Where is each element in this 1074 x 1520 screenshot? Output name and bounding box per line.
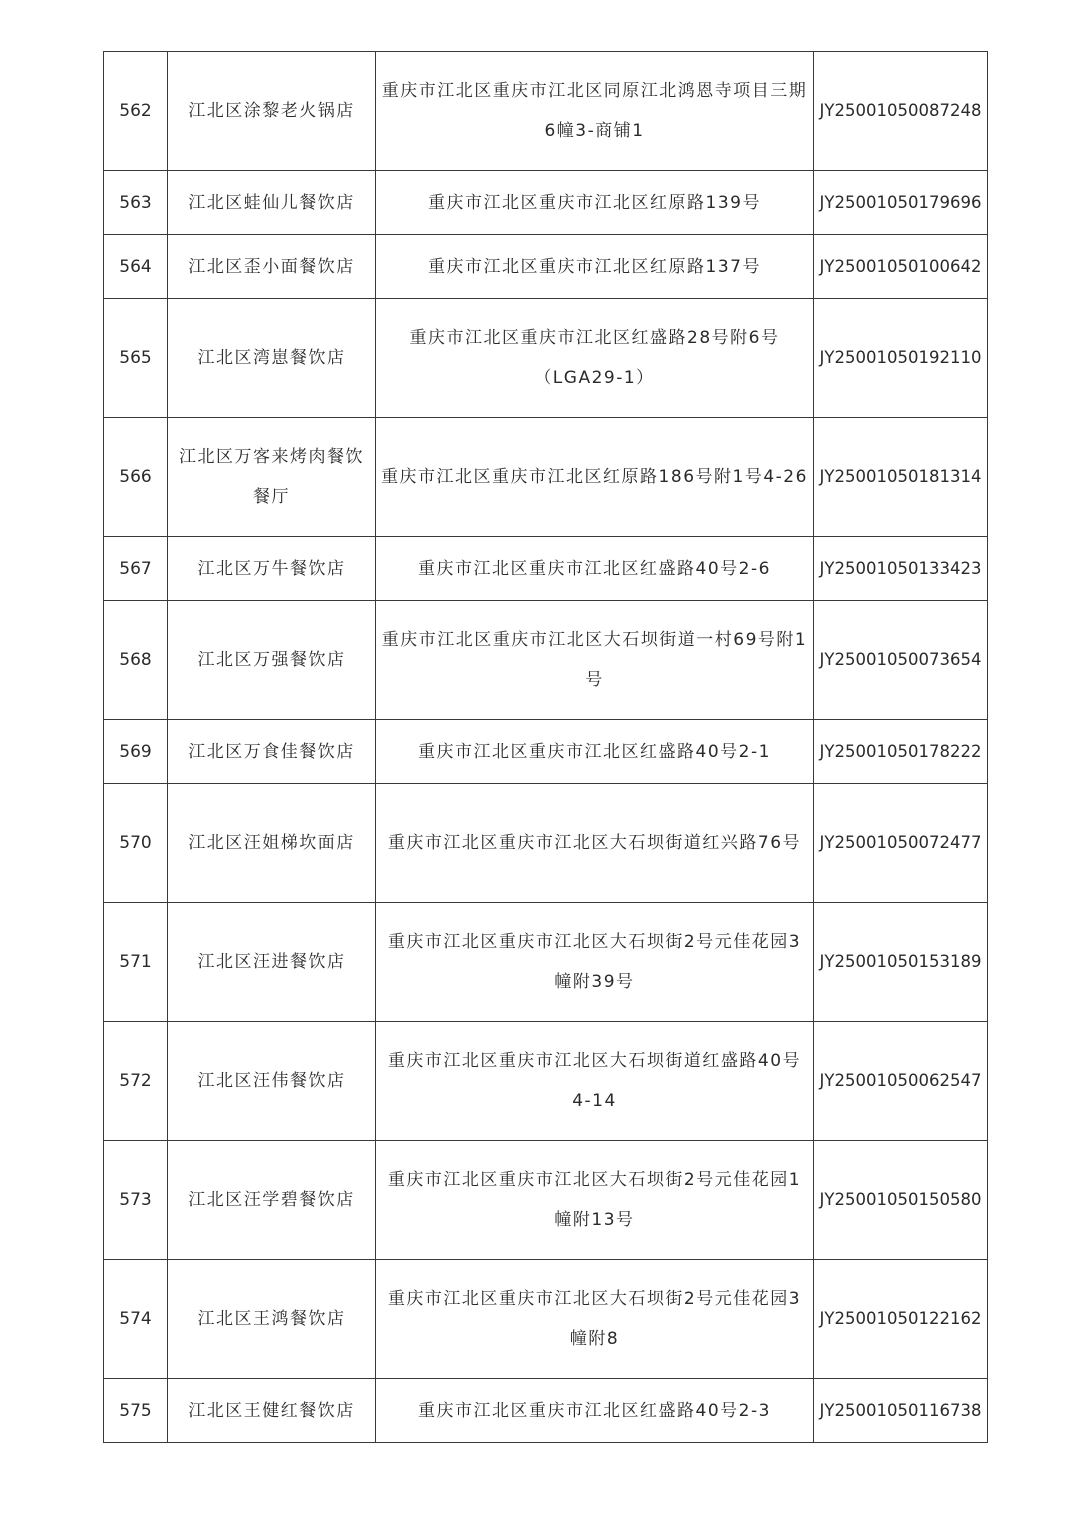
license-number-cell: JY25001050178222 xyxy=(814,720,988,784)
license-number-cell: JY25001050153189 xyxy=(814,903,988,1022)
row-number-cell: 565 xyxy=(104,299,168,418)
license-number-cell: JY25001050072477 xyxy=(814,784,988,903)
address-cell: 重庆市江北区重庆市江北区红原路139号 xyxy=(376,171,814,235)
table-row xyxy=(104,299,988,418)
shop-name-cell: 江北区涂黎老火锅店 xyxy=(168,52,376,171)
license-number-cell: JY25001050122162 xyxy=(814,1260,988,1379)
license-number-cell: JY25001050192110 xyxy=(814,299,988,418)
table-row xyxy=(104,601,988,720)
table-row xyxy=(104,1141,988,1260)
shop-name-cell: 江北区万强餐饮店 xyxy=(168,601,376,720)
row-number-cell: 572 xyxy=(104,1022,168,1141)
license-number-cell: JY25001050062547 xyxy=(814,1022,988,1141)
table-row xyxy=(104,235,988,299)
shop-name-cell: 江北区歪小面餐饮店 xyxy=(168,235,376,299)
shop-name-cell: 江北区湾崽餐饮店 xyxy=(168,299,376,418)
license-number-cell: JY25001050150580 xyxy=(814,1141,988,1260)
address-cell: 重庆市江北区重庆市江北区大石坝街2号元佳花园1幢附13号 xyxy=(376,1141,814,1260)
table-body xyxy=(104,52,988,1443)
row-number-cell: 574 xyxy=(104,1260,168,1379)
license-number-cell: JY25001050179696 xyxy=(814,171,988,235)
row-number-cell: 571 xyxy=(104,903,168,1022)
row-number-cell: 563 xyxy=(104,171,168,235)
catering-license-table xyxy=(103,51,988,1443)
shop-name-cell: 江北区王鸿餐饮店 xyxy=(168,1260,376,1379)
row-number-cell: 568 xyxy=(104,601,168,720)
address-cell: 重庆市江北区重庆市江北区大石坝街道一村69号附1号 xyxy=(376,601,814,720)
address-cell: 重庆市江北区重庆市江北区红原路186号附1号4-26 xyxy=(376,418,814,537)
address-cell: 重庆市江北区重庆市江北区红盛路28号附6号（LGA29-1） xyxy=(376,299,814,418)
row-number-cell: 562 xyxy=(104,52,168,171)
table-row xyxy=(104,418,988,537)
address-cell: 重庆市江北区重庆市江北区大石坝街道红盛路40号4-14 xyxy=(376,1022,814,1141)
table-row xyxy=(104,1022,988,1141)
shop-name-cell: 江北区蛙仙儿餐饮店 xyxy=(168,171,376,235)
row-number-cell: 570 xyxy=(104,784,168,903)
table-row xyxy=(104,537,988,601)
shop-name-cell: 江北区汪姐梯坎面店 xyxy=(168,784,376,903)
address-cell: 重庆市江北区重庆市江北区同原江北鸿恩寺项目三期6幢3-商铺1 xyxy=(376,52,814,171)
shop-name-cell: 江北区王健红餐饮店 xyxy=(168,1379,376,1443)
address-cell: 重庆市江北区重庆市江北区大石坝街2号元佳花园3幢附8 xyxy=(376,1260,814,1379)
shop-name-cell: 江北区汪伟餐饮店 xyxy=(168,1022,376,1141)
shop-name-cell: 江北区万食佳餐饮店 xyxy=(168,720,376,784)
row-number-cell: 564 xyxy=(104,235,168,299)
row-number-cell: 566 xyxy=(104,418,168,537)
table-row xyxy=(104,1260,988,1379)
shop-name-cell: 江北区万客来烤肉餐饮餐厅 xyxy=(168,418,376,537)
address-cell: 重庆市江北区重庆市江北区红盛路40号2-1 xyxy=(376,720,814,784)
row-number-cell: 569 xyxy=(104,720,168,784)
table-row xyxy=(104,784,988,903)
row-number-cell: 573 xyxy=(104,1141,168,1260)
shop-name-cell: 江北区万牛餐饮店 xyxy=(168,537,376,601)
license-number-cell: JY25001050181314 xyxy=(814,418,988,537)
table-row xyxy=(104,171,988,235)
address-cell: 重庆市江北区重庆市江北区红盛路40号2-3 xyxy=(376,1379,814,1443)
license-number-cell: JY25001050133423 xyxy=(814,537,988,601)
address-cell: 重庆市江北区重庆市江北区大石坝街2号元佳花园3幢附39号 xyxy=(376,903,814,1022)
table-row xyxy=(104,903,988,1022)
license-number-cell: JY25001050073654 xyxy=(814,601,988,720)
address-cell: 重庆市江北区重庆市江北区红盛路40号2-6 xyxy=(376,537,814,601)
table-row xyxy=(104,1379,988,1443)
shop-name-cell: 江北区汪进餐饮店 xyxy=(168,903,376,1022)
shop-name-cell: 江北区汪学碧餐饮店 xyxy=(168,1141,376,1260)
license-number-cell: JY25001050116738 xyxy=(814,1379,988,1443)
address-cell: 重庆市江北区重庆市江北区大石坝街道红兴路76号 xyxy=(376,784,814,903)
row-number-cell: 575 xyxy=(104,1379,168,1443)
row-number-cell: 567 xyxy=(104,537,168,601)
license-number-cell: JY25001050087248 xyxy=(814,52,988,171)
address-cell: 重庆市江北区重庆市江北区红原路137号 xyxy=(376,235,814,299)
license-number-cell: JY25001050100642 xyxy=(814,235,988,299)
table-row xyxy=(104,720,988,784)
table-row xyxy=(104,52,988,171)
